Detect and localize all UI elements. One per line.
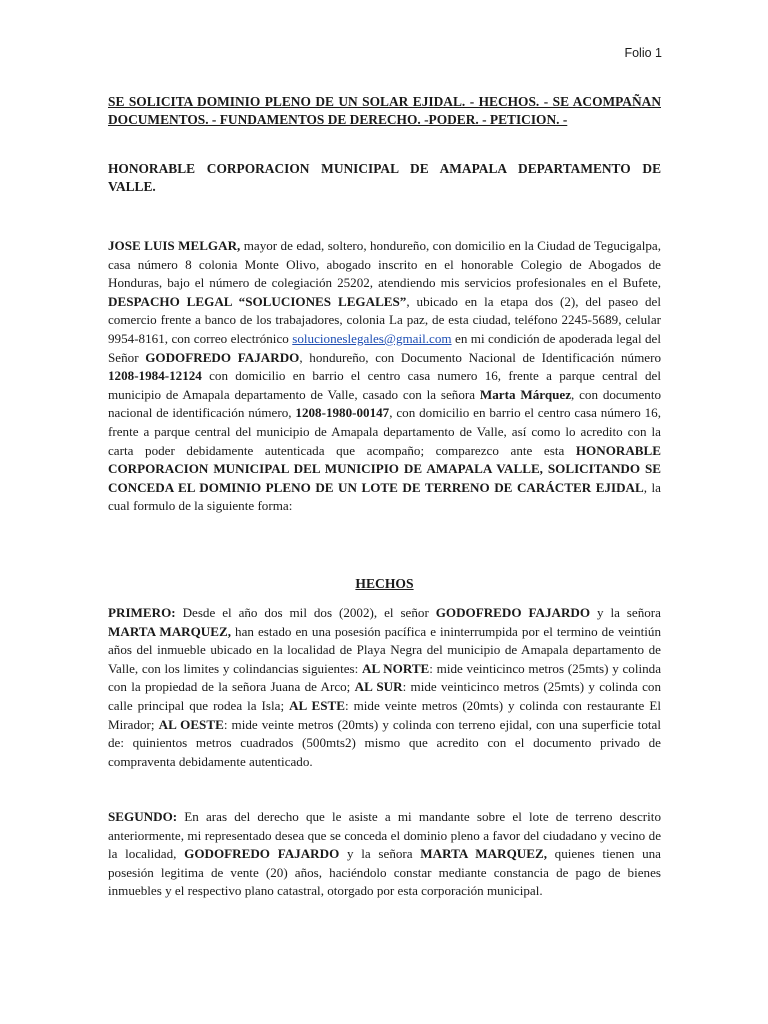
intro-text-6: , con documento nacional de identificación número, [108,386,662,421]
boundary-south-label: AL SUR [354,679,403,695]
primero-spouse-name: MARTA MARQUEZ, [108,623,231,639]
boundary-north-label: AL NORTE [362,660,430,676]
document-title: SE SOLICITA DOMINIO PLENO DE UN SOLAR EJIDAL. - HECHOS. - SE ACOMPAÑAN DOCUMENTOS. - FUNDAMENTOS DE DERECHO. -PODER. - PETICION. - [108,94,661,127]
addressee: HONORABLE CORPORACION MUNICIPAL DE AMAPALA DEPARTAMENTO DE VALLE. [108,161,661,194]
client-name: GODOFREDO FAJARDO [145,349,300,365]
segundo-text-1: En aras del derecho que le asiste a mi mandante sobre el lote de terreno descrito anteriormente, mi representado desea que se conceda el dominio pleno a favor del ciudadano y vecino de la localidad, [108,809,661,862]
intro-text-3: en mi condición de apoderada legal del Señor [108,330,662,365]
intro-text-4: , hondureño, con Documento Nacional de Identificación número [299,349,661,365]
intro-text-8: , la cual formulo de la siguiente forma: [108,479,661,514]
segundo-spouse-name: MARTA MARQUEZ, [420,846,547,862]
primero-paragraph [108,604,661,771]
boundary-east-label: AL ESTE [289,697,345,713]
request-statement: HONORABLE CORPORACION MUNICIPAL DEL MUNICIPIO DE AMAPALA VALLE, SOLICITANDO SE CONCEDA EL DOMINIO PLENO DE UN LOTE DE TERRENO DE CARÁCTER EJIDAL [108,442,661,495]
primero-text-1: Desde el año dos mil dos (2002), el señor [175,605,436,620]
segundo-text-2: y la señora [339,846,421,862]
intro-text-1: mayor de edad, soltero, hondureño, con domicilio en la Ciudad de Tegucigalpa, casa número 8 colonia Monte Olivo, abogado inscrito en el honorable Colegio de Abogados de Honduras, bajo el número de colegiación 25202, atendiendo mis servicios profesionales en el Bufete, [108,238,661,291]
segundo-client-name: GODOFREDO FAJARDO [184,846,340,862]
primero-text-7: : mide veinte metros (20mts) y colinda con terreno ejidal, con una superficie total de: quinientos metros cuadrados (500mts2) mismo que acredito con el documento privado de compraventa debidamente autenticado. [108,716,661,769]
folio-number: Folio 1 [624,46,662,60]
primero-label: PRIMERO: [108,605,176,620]
segundo-paragraph [108,808,661,901]
law-firm-name: DESPACHO LEGAL “SOLUCIONES LEGALES” [108,293,407,309]
primero-text-5: : mide veinticinco metros (25mts) y colinda con calle principal que rodea la Isla; [108,679,661,713]
client-id-number: 1208-1984-12124 [108,368,202,384]
primero-text-4: : mide veinticinco metros (25mts) y colinda con la propiedad de la señora Juana de Arco; [108,660,662,695]
hechos-heading: HECHOS [355,576,414,591]
spouse-id-number: 1208-1980-00147 [295,405,390,421]
primero-text-2: y la señora [590,605,661,620]
lawyer-name: JOSE LUIS MELGAR, [108,238,241,253]
intro-text-2: , ubicado en la etapa dos (2), del paseo del comercio frente a banco de los trabajadores, colonia La paz, de esta ciudad, teléfono 2245-5689, celular 9954-8161, con correo electrónico [108,293,661,346]
email-link[interactable]: solucioneslegales@gmail.com [292,330,452,346]
spouse-name: Marta Márquez [479,386,572,402]
segundo-text-3: quienes tienen una posesión legitima de vente (20) años, haciéndolo constar mediante constancia de pago de bienes inmuebles y el respectivo plano catastral, otorgado por esta corporación municipal. [108,846,661,899]
segundo-label: SEGUNDO: [108,809,178,824]
intro-text-5: con domicilio en barrio el centro casa numero 16, frente a parque central del municipio de Amapala departamento de Valle, casado con la señora [108,368,661,402]
intro-paragraph [108,237,661,516]
primero-client-name: GODOFREDO FAJARDO [435,605,591,620]
boundary-west-label: AL OESTE [158,716,224,732]
primero-text-3: han estado en una posesión pacífica e ininterrumpida por el termino de veintiún años del inmueble ubicado en la localidad de Playa Negra del municipio de Amapala departamento de Valle, con los limites y colindancias siguientes: [108,623,661,676]
intro-text-7: , con domicilio en barrio el centro casa número 16, frente a parque central del municipio de Amapala departamento de Valle, así como lo acredito con la carta poder debidamente autenticada que acompaño; comparezco ante esta [108,405,661,458]
primero-text-6: : mide veinte metros (20mts) y colinda con restaurante El Mirador; [108,697,661,732]
